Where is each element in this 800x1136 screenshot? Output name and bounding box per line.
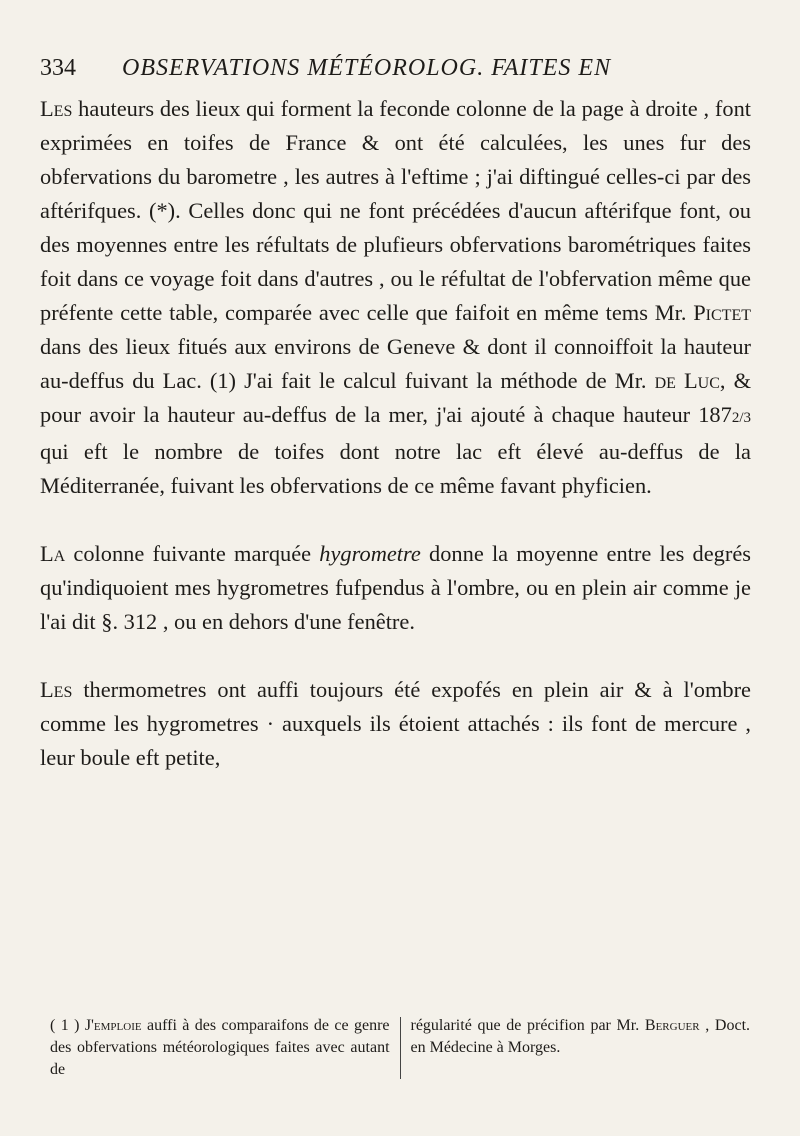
paragraph-2-initial: La [40, 541, 66, 566]
footnote-right-column [401, 1015, 751, 1081]
footnote-initial: J'emploie [84, 1017, 142, 1034]
footnote-right-text-b: , Doct. en Médecine à Morges. [410, 1017, 751, 1056]
name-de-luc: de Luc [654, 368, 720, 393]
paragraph-1-text-d: qui eft le nombre de toifes dont notre lac eft élevé au-deffus de la Méditerranée, fuivant les obfervations de ce même favant phyficien. [40, 439, 751, 498]
paragraph-1-text-b: dans des lieux fitués aux environs de Geneve & dont il connoiffoit la hauteur au-deffus du Lac. (1) J'ai fait le calcul fuivant la méthode de Mr. [40, 334, 751, 393]
footnotes [50, 1015, 750, 1081]
paragraph-2-text-a: colonne fuivante marquée [65, 541, 320, 566]
paragraph-3-initial: Les [40, 677, 73, 702]
footnote-right-text-a: régularité que de précifion par Mr. [410, 1017, 645, 1034]
page-number: 334 [40, 55, 76, 81]
running-head: OBSERVATIONS MÉTÉOROLOG. FAITES EN [122, 55, 612, 81]
paragraph-2 [40, 537, 751, 639]
term-hygrometre: hygrometre [319, 541, 421, 566]
name-pictet: Pictet [693, 300, 751, 325]
name-berguer: Berguer [644, 1017, 700, 1034]
fraction: 2/3 [731, 410, 751, 426]
page-header [40, 55, 700, 89]
body-text [40, 92, 751, 775]
paragraph-1-initial: Les [40, 96, 73, 121]
paragraph-1-text-c: , & pour avoir la hauteur au-deffus de la mer, j'ai ajouté à chaque hauteur 187 [40, 368, 751, 427]
paragraph-1 [40, 92, 751, 503]
footnote-marker: ( 1 ) [50, 1017, 85, 1034]
paragraph-2-text-b: donne la moyenne entre les degrés qu'indiquoient mes hygrometres fufpendus à l'ombre, ou en plein air comme je l'ai dit §. 312 , ou en dehors d'une fenêtre. [40, 541, 751, 634]
footnote-left-column [50, 1015, 400, 1081]
paragraph-3-text: thermometres ont auffi toujours été expofés en plein air & à l'ombre comme les hygrometres · auxquels ils étoient attachés : ils font de mercure , leur boule eft petite, [40, 677, 751, 770]
paragraph-3 [40, 673, 751, 775]
footnote-left-text: auffi à des comparaifons de ce genre des obfervations météorologiques faites avec autant de [50, 1017, 390, 1078]
paragraph-1-text-a: hauteurs des lieux qui forment la feconde colonne de la page à droite , font exprimées en toifes de France & ont été calculées, les unes fur des obfervations du barometre , les autres à l'eftime ; j'ai diftingué celles-ci par des aftérifques. (*). Celles donc qui ne font précédées d'aucun aftérifque font, ou des moyennes entre les réfultats de plufieurs obfervations barométriques faites foit dans ce voyage foit dans d'autres , ou le réfultat de l'obfervation même que préfente cette table, comparée avec celle que faifoit en même tems Mr. [40, 96, 751, 325]
